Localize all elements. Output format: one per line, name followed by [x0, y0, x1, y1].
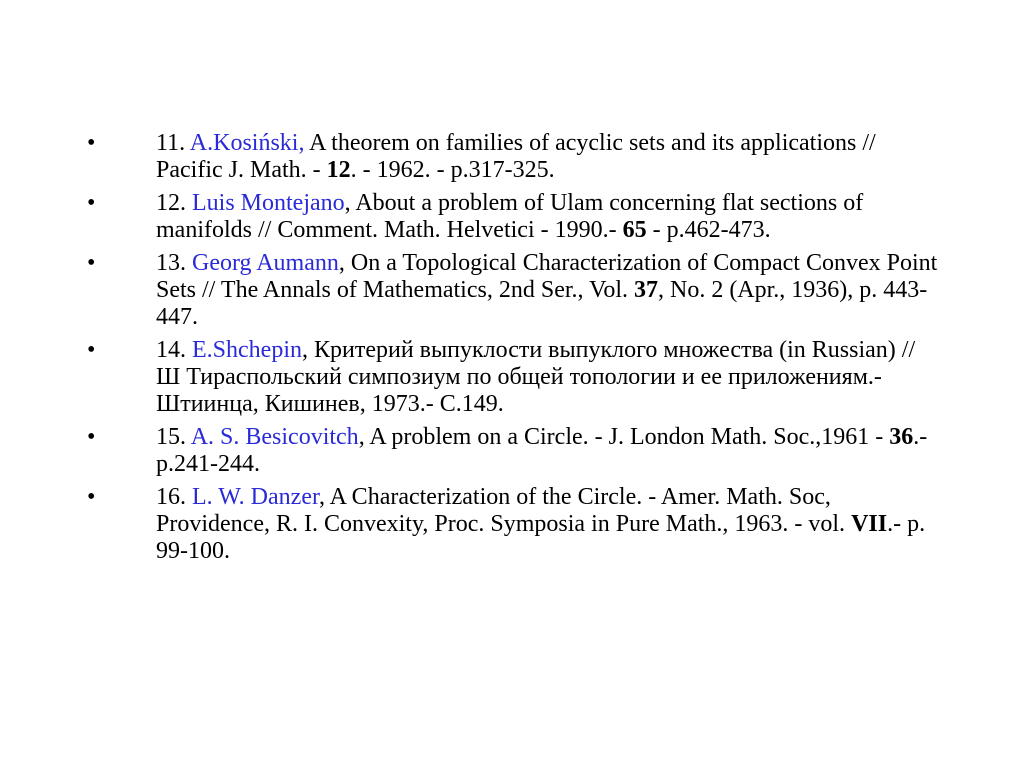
reference-author: Luis Montejano	[192, 190, 345, 216]
reference-text-tail: .- p. 99-100.	[156, 511, 926, 564]
reference-list	[0, 130, 1024, 571]
reference-volume: 37	[633, 277, 658, 303]
reference-text: , On a Topological Characterization of Compact Convex Point Sets // The Annals of Mathematics, 2nd Ser., Vol.	[156, 250, 938, 303]
reference-number: 12.	[156, 190, 186, 216]
reference-item-12	[0, 190, 1024, 244]
reference-author: Georg Aumann	[192, 250, 339, 276]
reference-number: 14.	[156, 337, 186, 363]
reference-text: , A Characterization of the Circle. - Amer. Math. Soc, Providence, R. I. Convexity, Proc. Symposia in Pure Math., 1963. - vol.	[156, 484, 852, 537]
bullet: •	[87, 190, 96, 216]
reference-text: , A problem on a Circle. - J. London Math. Soc.,1961 -	[358, 424, 890, 450]
bullet: •	[87, 424, 96, 450]
reference-number: 15.	[156, 424, 186, 450]
reference-volume: VII	[851, 511, 888, 537]
reference-item-13	[0, 250, 1024, 331]
reference-number: 11.	[156, 130, 186, 156]
reference-text-tail: , No. 2 (Apr., 1936), p. 443-447.	[156, 277, 928, 330]
reference-text: A theorem on families of acyclic sets and its applications // Pacific J. Math. -	[156, 130, 876, 183]
bullet: •	[87, 130, 96, 156]
reference-author: A.Kosiński,	[189, 130, 305, 156]
reference-number: 13.	[156, 250, 186, 276]
bullet: •	[87, 250, 96, 276]
reference-text-tail: .- p.241-244.	[156, 424, 928, 477]
reference-volume: 65	[622, 217, 647, 243]
bullet: •	[87, 337, 96, 363]
reference-item-15	[0, 424, 1024, 478]
reference-text-tail: - p.462-473.	[646, 217, 771, 243]
reference-text-tail: . - 1962. - p.317-325.	[350, 157, 555, 183]
reference-text: , About a problem of Ulam concerning flat sections of manifolds // Comment. Math. Helvetici - 1990.-	[156, 190, 864, 243]
reference-volume: 36	[889, 424, 914, 450]
reference-author: L. W. Danzer	[192, 484, 319, 510]
reference-text: , Критерий выпуклости выпуклого множества (in Russian) // Ш Тираспольский симпозиум по общей топологии и ее приложениям.- Штиинца, Кишинев, 1973.- С.149.	[156, 337, 916, 417]
bullet: •	[87, 484, 96, 510]
reference-author: A. S. Besicovitch	[190, 424, 359, 450]
reference-author: E.Shchepin	[192, 337, 302, 363]
reference-item-11	[0, 130, 1024, 184]
reference-number: 16.	[156, 484, 186, 510]
reference-item-14	[0, 337, 1024, 418]
reference-volume: 12	[326, 157, 351, 183]
reference-item-16	[0, 484, 1024, 565]
